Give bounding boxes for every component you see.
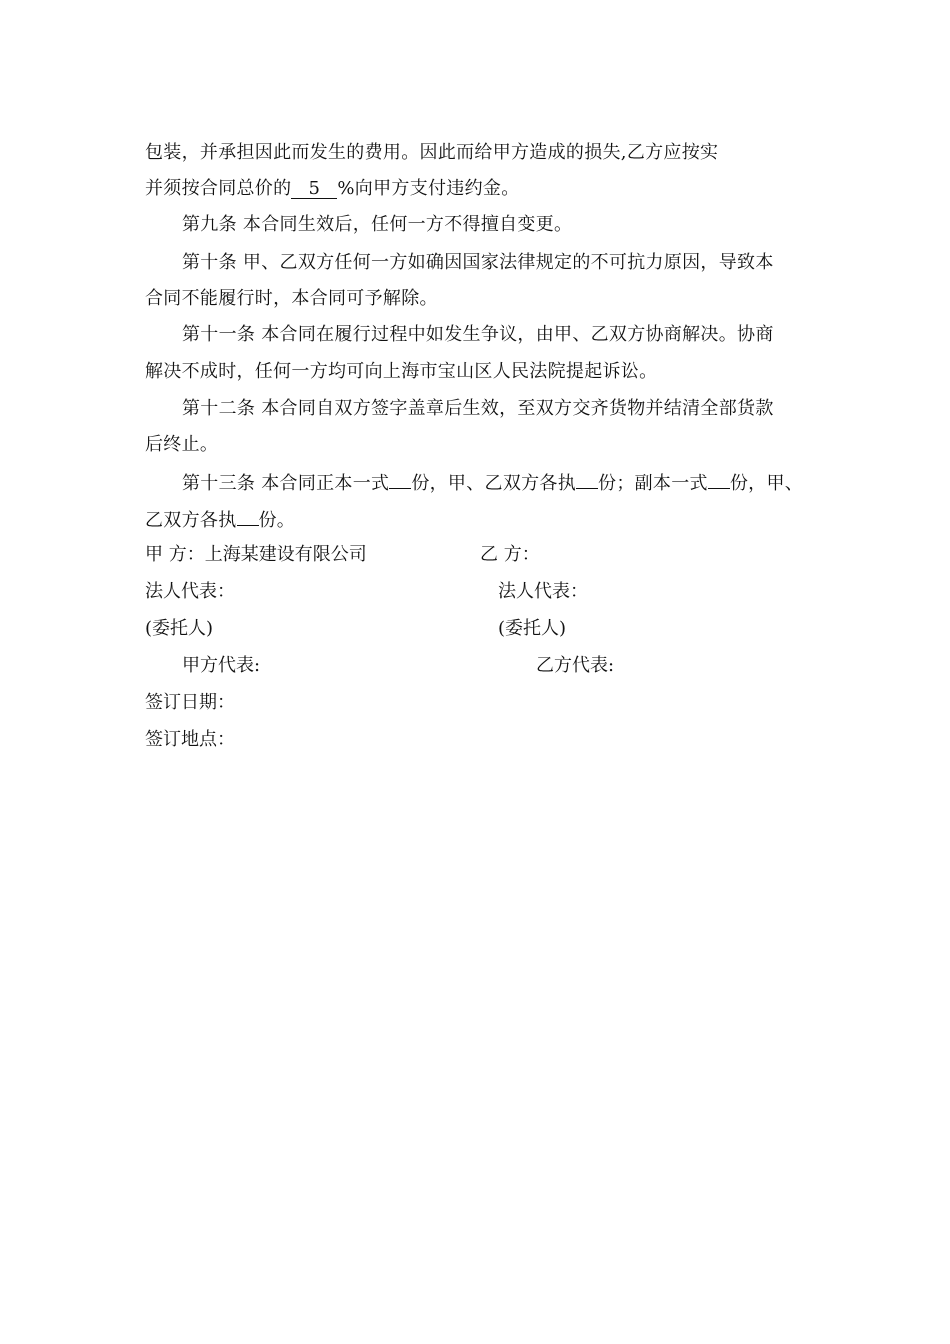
article-10-line-2: 合同不能履行时，本合同可予解除。 — [145, 288, 438, 309]
legal-rep-a-label: 法人代表： — [145, 581, 235, 602]
copies-blank-4 — [237, 507, 259, 526]
article-12-line-1: 第十二条 本合同自双方签字盖章后生效，至双方交齐货物并结清全部货款 — [182, 398, 774, 419]
article-11-line-1: 第十一条 本合同在履行过程中如发生争议，由甲、乙双方协商解决。协商 — [182, 324, 774, 345]
trustee-a-label: (委托人) — [145, 618, 214, 639]
penalty-percent-value: 5 — [291, 179, 337, 199]
party-b-label: 乙 方： — [480, 544, 540, 565]
article-11-line-2: 解决不成时，任何一方均可向上海市宝山区人民法院提起诉讼。 — [145, 361, 658, 382]
copies-blank-2 — [576, 470, 598, 489]
article-13-text-d: 份，甲、 — [729, 473, 804, 494]
trustee-b-label: (委托人) — [498, 618, 567, 639]
copies-blank-1 — [389, 470, 411, 489]
article-13-text-a: 第十三条 本合同正本一式 — [182, 473, 390, 494]
party-a-label: 甲 方：上海某建设有限公司 — [145, 544, 367, 565]
packaging-clause-text: 包装，并承担因此而发生的费用。因此而给甲方造成的损失,乙方应按实 — [145, 142, 719, 163]
article-12-line-2: 后终止。 — [145, 434, 219, 455]
article-13-line2-text-a: 乙双方各执 — [145, 510, 237, 531]
article-13-line2-text-b: 份。 — [258, 510, 296, 531]
article-13-text-c: 份；副本一式 — [598, 473, 708, 494]
article-13-line-2 — [145, 507, 295, 533]
copies-blank-3 — [708, 470, 730, 489]
rep-b-label: 乙方代表: — [536, 655, 615, 676]
penalty-text-after: %向甲方支付违约金。 — [337, 178, 520, 199]
article-9: 第九条 本合同生效后，任何一方不得擅自变更。 — [182, 214, 573, 235]
paragraph-line-1 — [145, 141, 753, 165]
penalty-text-before: 并须按合同总价的 — [145, 178, 292, 199]
paragraph-line-2 — [145, 177, 520, 201]
article-10-line-1: 第十条 甲、乙双方任何一方如确因国家法律规定的不可抗力原因，导致本 — [182, 252, 774, 273]
sign-place-label: 签订地点： — [145, 729, 235, 750]
sign-date-label: 签订日期： — [145, 692, 235, 713]
article-13-line-1 — [182, 470, 803, 496]
legal-rep-b-label: 法人代表： — [498, 581, 588, 602]
article-13-text-b: 份，甲、乙双方各执 — [411, 473, 577, 494]
rep-a-label: 甲方代表: — [182, 655, 261, 676]
